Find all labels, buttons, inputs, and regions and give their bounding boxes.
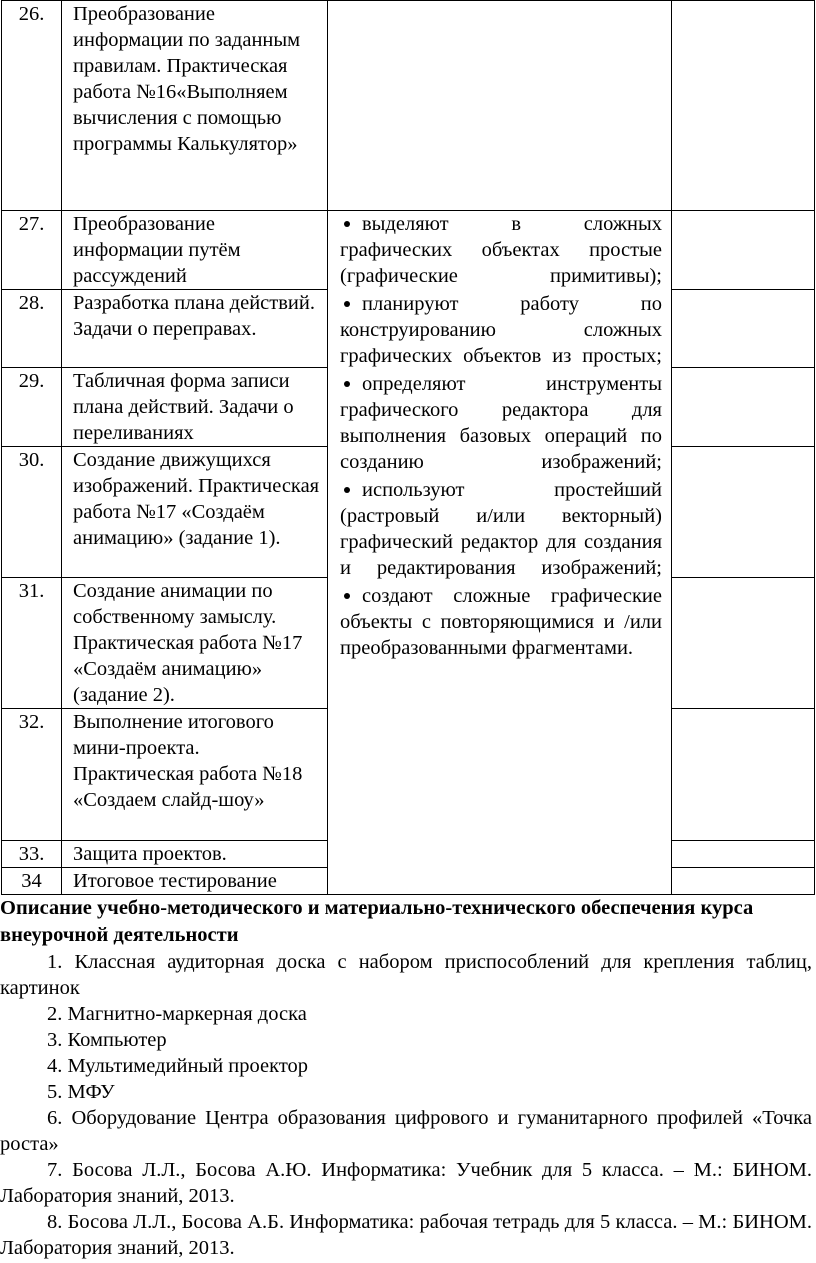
row-number: 32. [2,709,62,841]
list-item: 4. Мультимедийный проектор [47,1055,309,1077]
row-topic: Разработка плана действий. Задачи о переправах. [62,290,328,368]
list-item: 6. Оборудование Центра образования цифрового и гуманитарного профилей «Точка роста» [0,1107,812,1155]
notes-cell [672,368,815,447]
row-topic: Защита проектов. [62,841,328,868]
row-topic: Преобразование информации по заданным правилам. Практическая работа №16«Выполняем вычисления с помощью программы Калькулятор» [62,1,328,211]
list-item: 7. Босова Л.Л., Босова А.Ю. Информатика: Учебник для 5 класса. – М.: БИНОМ. Лаборатория знаний, 2013. [0,1159,812,1207]
row-number: 31. [2,578,62,709]
row-number: 29. [2,368,62,447]
learning-results-list [340,211,662,661]
row-number: 28. [2,290,62,368]
table-row [2,1,815,211]
row-topic: Создание анимации по собственному замыслу. Практическая работа №17 «Создаём анимацию» (задание 2). [62,578,328,709]
section-heading: Описание учебно-методического и материально-технического обеспечения курса внеурочной деятельности [0,897,754,946]
list-item: 5. МФУ [47,1081,115,1103]
learning-results-cell [328,211,672,895]
list-item: используют простейший (растровый и/или векторный) графический редактор для создания и редактирования изображений; [340,479,662,579]
notes-cell [672,447,815,578]
row-number: 27. [2,211,62,290]
bullet-icon [344,593,350,599]
notes-cell [672,1,815,211]
notes-cell [672,841,815,868]
notes-cell [672,868,815,895]
row-topic: Создание движущихся изображений. Практическая работа №17 «Создаём анимацию» (задание 1). [62,447,328,578]
results-cell-empty [328,1,672,211]
row-number: 33. [2,841,62,868]
list-item: создают сложные графические объекты с повторяющимися и /или преобразованными фрагментами. [340,585,662,659]
bullet-icon [344,221,350,227]
list-item: 2. Магнитно-маркерная доска [47,1003,307,1025]
bullet-icon [344,487,350,493]
lesson-plan-table [1,0,815,895]
row-topic: Табличная форма записи плана действий. Задачи о переливаниях [62,368,328,447]
row-topic: Выполнение итогового мини-проекта. Практическая работа №18 «Создаем слайд-шоу» [62,709,328,841]
row-topic: Преобразование информации путём рассуждений [62,211,328,290]
list-item: 1. Классная аудиторная доска с набором приспособлений для крепления таблиц, картинок [0,951,812,999]
list-item: выделяют в сложных графических объектах простые (графические примитивы); [340,213,662,287]
row-topic: Итоговое тестирование [62,868,328,895]
notes-cell [672,211,815,290]
equipment-section [0,895,812,1261]
notes-cell [672,290,815,368]
row-number: 30. [2,447,62,578]
row-number: 34 [2,868,62,895]
bullet-icon [344,301,350,307]
list-item: определяют инструменты графического редактора для выполнения базовых операций по созданию изображений; [340,373,662,473]
table-row [2,211,815,290]
row-number: 26. [2,1,62,211]
list-item: 3. Компьютер [47,1029,167,1051]
list-item: планируют работу по конструированию сложных графических объектов из простых; [340,293,662,367]
bullet-icon [344,381,350,387]
notes-cell [672,578,815,709]
notes-cell [672,709,815,841]
list-item: 8. Босова Л.Л., Босова А.Б. Информатика: рабочая тетрадь для 5 класса. – М.: БИНОМ. Лаборатория знаний, 2013. [0,1211,812,1259]
